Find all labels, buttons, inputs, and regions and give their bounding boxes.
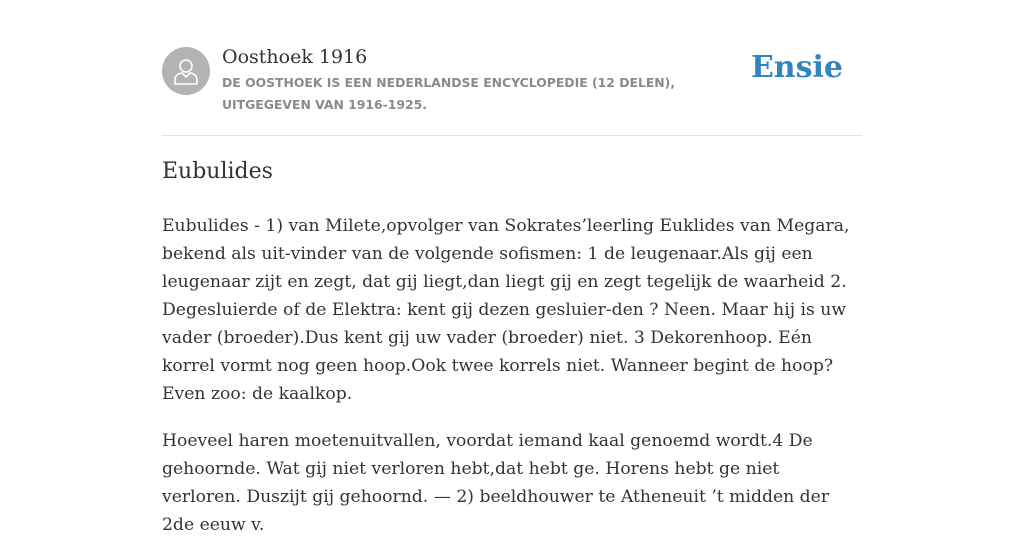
header-divider (162, 135, 862, 136)
article-paragraph: Eubulides - 1) van Milete,opvolger van Sokrates’leerling Euklides van Megara, bekend als uit-vinder van de volgende sofismen: 1 de leugenaar.Als gij een leugenaar zijt en zegt, dat gij liegt,dan liegt gij en zegt tegelijk de waarheid 2. Degesluierde of de Elektra: kent gij dezen gesluier-den ? Neen. Maar hij is uw vader (broeder).Dus kent gij uw vader (broeder) niet. 3 Dekorenhoop. Eén korrel vormt nog geen hoop.Ook twee korrels niet. Wanneer begint de hoop?Even zoo: de kaalkop. (162, 216, 850, 404)
article-title: Eubulides (162, 159, 273, 184)
article-body (162, 212, 862, 558)
article-paragraph: Hoeveel haren moetenuitvallen, voordat iemand kaal genoemd wordt.4 De gehoornde. Wat gij niet verloren hebt,dat hebt ge. Horens hebt ge niet verloren. Duszijt gij gehoornd. — 2) beeldhouwer te Atheneuit ’t midden der 2de eeuw v. (162, 431, 830, 535)
source-header (162, 44, 862, 134)
ensie-logo[interactable]: Ensie (750, 50, 843, 85)
source-description: DE OOSTHOEK IS EEN NEDERLANDSE ENCYCLOPEDIE (12 DELEN), UITGEGEVEN VAN 1916-1925. (222, 75, 676, 112)
source-title[interactable]: Oosthoek 1916 (222, 46, 368, 68)
user-icon (172, 56, 200, 86)
source-avatar[interactable] (162, 47, 210, 95)
